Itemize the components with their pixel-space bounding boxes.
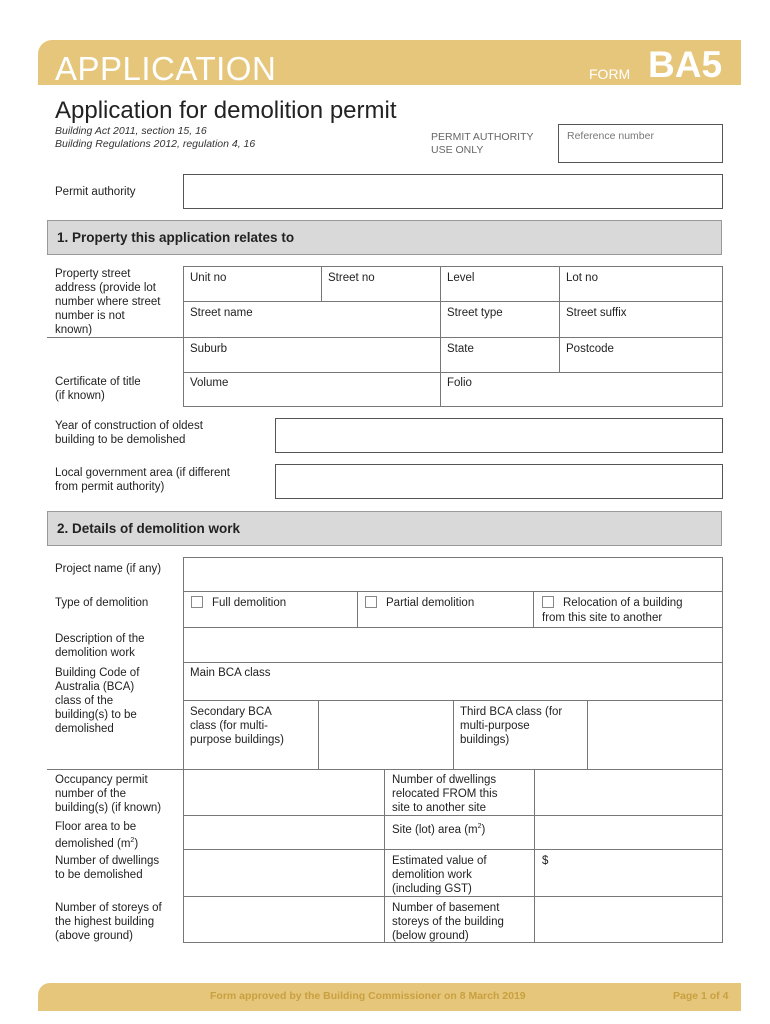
bca-class-label: Building Code of Australia (BCA) class of the building(s) to be demolished [55,667,140,735]
grid-line [183,301,723,302]
storeys-label: Number of storeys of the highest building (above ground) [55,902,162,942]
grid-line [559,266,560,372]
relocation-label-line2: from this site to another [542,612,663,624]
page-title: Application for demolition permit [55,97,397,124]
dwellings-demolished-field[interactable] [184,850,383,896]
page-number: Page 1 of 4 [673,990,729,1002]
volume-field[interactable]: Volume [190,377,229,389]
site-area-field[interactable] [535,816,722,849]
secondary-bca-class-label: Secondary BCA class (for multi- purpose buildings) [190,706,284,746]
secondary-bca-class-field[interactable] [319,701,452,769]
reference-number-field[interactable] [558,124,723,163]
grid-line [533,591,534,628]
third-bca-class-label: Third BCA class (for multi-purpose buildings) [460,706,563,746]
authority-use-label: PERMIT AUTHORITY USE ONLY [431,131,534,156]
grid-line [722,266,723,407]
floor-area-label: Floor area to be demolished $(m^2)$ [55,821,139,850]
street-name-field[interactable]: Street name [190,307,253,319]
grid-line [440,266,441,407]
estimated-value-label: Estimated value of demolition work (including GST) [392,855,487,895]
unit-no-field[interactable]: Unit no [190,272,227,284]
grid-line [183,406,723,407]
grid-line [183,266,184,407]
banner-title: APPLICATION [55,50,277,87]
local-government-area-label: Local government area (if different from permit authority) [55,467,230,493]
grid-line [183,662,723,663]
relocation-checkbox[interactable] [542,596,554,608]
legal-reference-act: Building Act 2011, section 15, 16 [55,125,207,137]
level-field[interactable]: Level [447,272,475,284]
relocation-label-line1: Relocation of a building [563,597,683,609]
basement-storeys-field[interactable] [535,897,722,942]
occupancy-permit-label: Occupancy permit number of the building(s) (if known) [55,774,162,814]
grid-line [183,591,723,592]
state-field[interactable]: State [447,343,474,355]
site-area-label: Site (lot) area $(m^2)$ [392,823,486,836]
dwellings-relocated-label: Number of dwellings relocated FROM this site to another site [392,774,498,814]
certificate-of-title-label: Certificate of title (if known) [55,376,141,402]
third-bca-class-field[interactable] [588,701,722,769]
dwellings-demolished-label: Number of dwellings to be demolished [55,855,160,881]
folio-field[interactable]: Folio [447,377,472,389]
storeys-field[interactable] [184,897,383,942]
form-label: FORM [589,66,631,82]
year-of-construction-label: Year of construction of oldest building to be demolished [55,420,203,446]
section-1-heading: 1. Property this application relates to [47,220,722,255]
lot-no-field[interactable]: Lot no [566,272,598,284]
description-field[interactable] [184,628,722,662]
street-suffix-field[interactable]: Street suffix [566,307,627,319]
main-bca-class-field[interactable]: Main BCA class [190,667,271,679]
partial-demolition-checkbox[interactable] [365,596,377,608]
postcode-field[interactable]: Postcode [566,343,614,355]
permit-authority-field[interactable] [183,174,723,209]
street-no-field[interactable]: Street no [328,272,375,284]
floor-area-field[interactable] [184,816,383,849]
form-code: BA5 [648,44,723,85]
estimated-value-field[interactable]: $ [542,855,549,867]
grid-line [722,557,723,943]
grid-line [321,266,322,302]
basement-storeys-label: Number of basement storeys of the building (below ground) [392,902,504,942]
footer-approval: Form approved by the Building Commissioner on 8 March 2019 [210,990,526,1002]
grid-line [47,337,723,338]
section-2-heading: 2. Details of demolition work [47,511,722,546]
project-name-field[interactable] [184,558,722,591]
street-type-field[interactable]: Street type [447,307,503,319]
grid-line [183,266,723,267]
year-of-construction-field[interactable] [275,418,723,453]
dwellings-relocated-field[interactable] [535,770,722,815]
property-street-address-label: Property street address (provide lot number where street number is not known) [55,268,161,336]
occupancy-permit-field[interactable] [184,770,383,815]
grid-line [453,700,454,770]
grid-line [183,372,723,373]
local-government-area-field[interactable] [275,464,723,499]
grid-line [357,591,358,628]
legal-reference-regulations: Building Regulations 2012, regulation 4, 16 [55,138,256,150]
description-label: Description of the demolition work [55,633,145,659]
full-demolition-label: Full demolition [212,597,287,609]
grid-line [384,769,385,943]
type-of-demolition-label: Type of demolition [55,597,149,609]
reference-number-placeholder: Reference number [567,130,654,142]
suburb-field[interactable]: Suburb [190,343,228,355]
project-name-label: Project name (if any) [55,563,162,575]
permit-authority-label: Permit authority [55,186,136,198]
full-demolition-checkbox[interactable] [191,596,203,608]
partial-demolition-label: Partial demolition [386,597,475,609]
